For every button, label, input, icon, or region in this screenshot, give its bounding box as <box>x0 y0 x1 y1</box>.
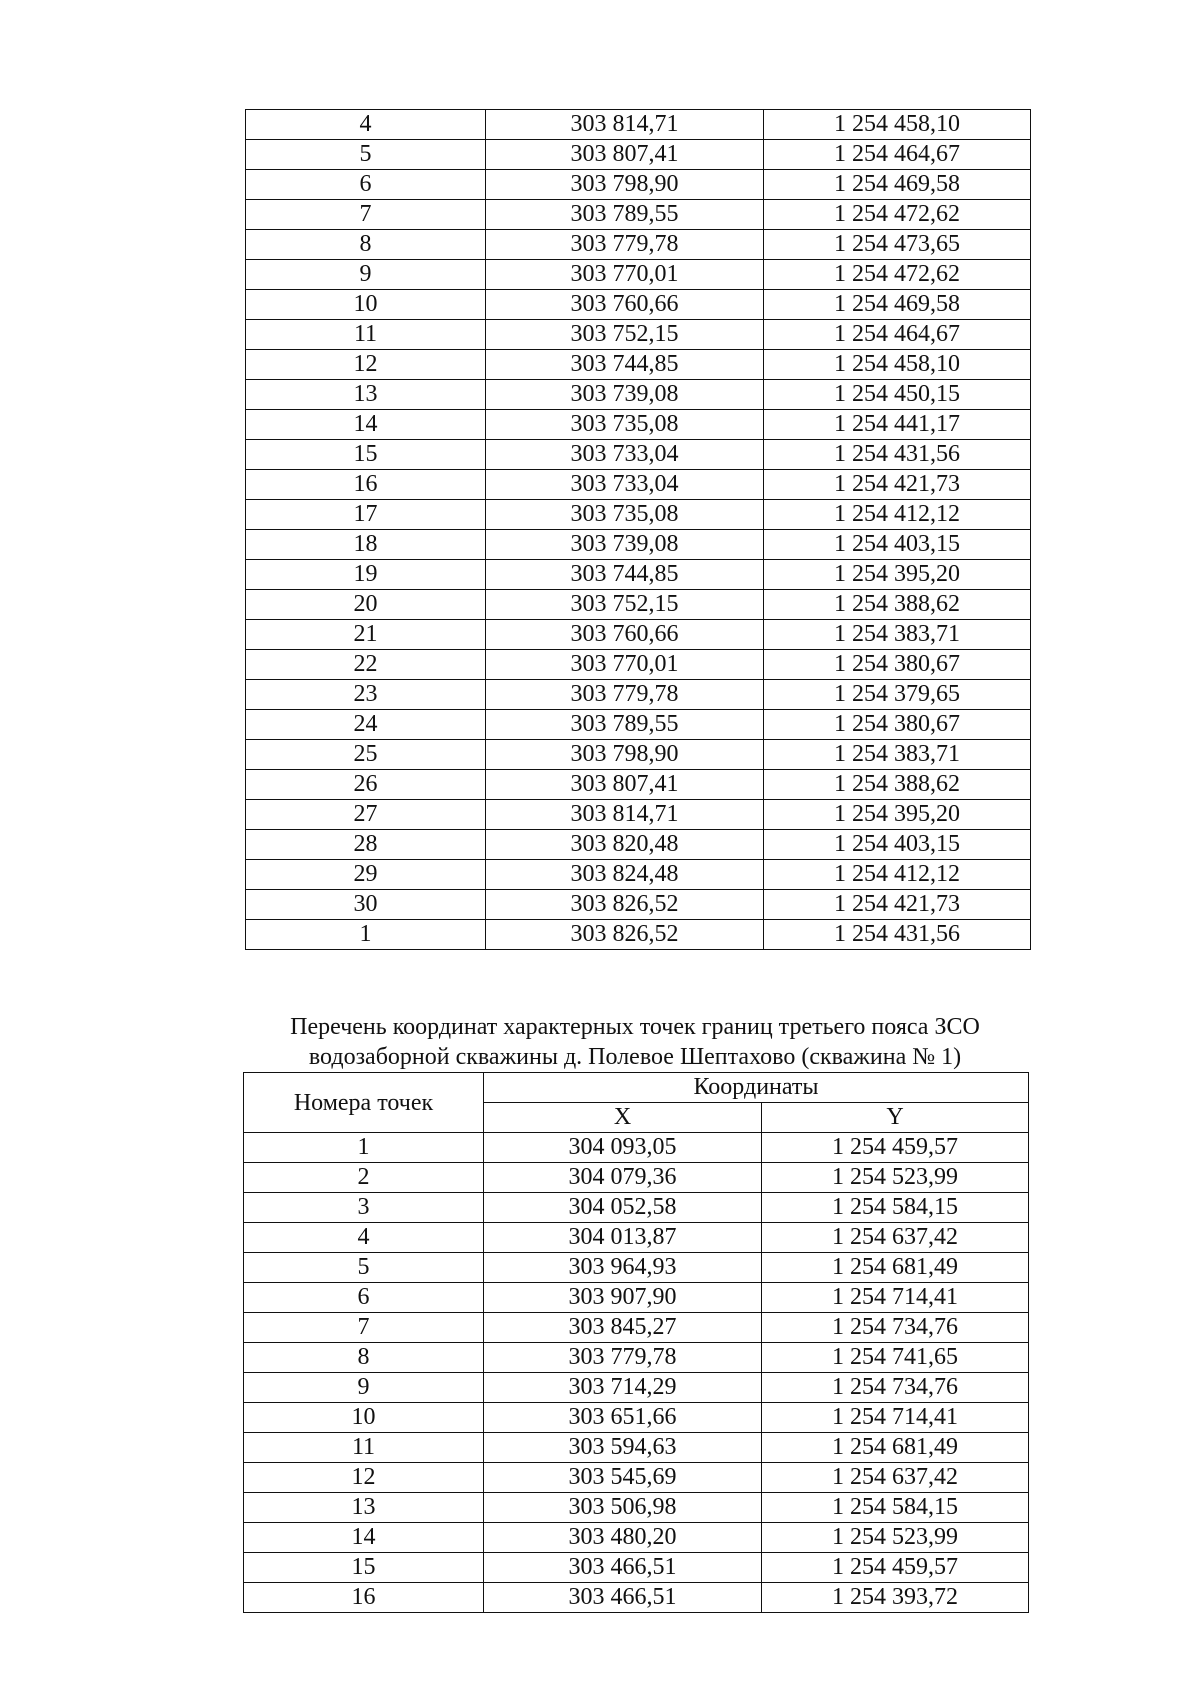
table-row <box>244 1553 1029 1583</box>
point-number-cell: 13 <box>246 380 486 410</box>
x-coordinate-cell: 303 779,78 <box>486 230 764 260</box>
point-number-cell: 8 <box>244 1343 484 1373</box>
table-row <box>246 380 1031 410</box>
x-coordinate-cell: 303 807,41 <box>486 770 764 800</box>
x-coordinate-cell: 303 744,85 <box>486 560 764 590</box>
x-coordinate-cell: 304 013,87 <box>484 1223 762 1253</box>
third-zone-coordinates-body <box>244 1133 1029 1613</box>
x-coordinate-cell: 303 814,71 <box>486 110 764 140</box>
x-coordinate-cell: 303 760,66 <box>486 290 764 320</box>
table-row <box>244 1193 1029 1223</box>
point-number-cell: 17 <box>246 500 486 530</box>
y-coordinate-cell: 1 254 388,62 <box>764 770 1031 800</box>
x-coordinate-cell: 303 744,85 <box>486 350 764 380</box>
y-coordinate-cell: 1 254 412,12 <box>764 500 1031 530</box>
table-row <box>246 470 1031 500</box>
point-number-cell: 19 <box>246 560 486 590</box>
x-coordinate-cell: 303 779,78 <box>486 680 764 710</box>
x-coordinate-cell: 303 798,90 <box>486 170 764 200</box>
header-point-numbers: Номера точек <box>244 1073 484 1133</box>
table-row <box>246 320 1031 350</box>
header-coordinates: Координаты <box>484 1073 1029 1103</box>
x-coordinate-cell: 304 093,05 <box>484 1133 762 1163</box>
x-coordinate-cell: 303 820,48 <box>486 830 764 860</box>
x-coordinate-cell: 303 826,52 <box>486 920 764 950</box>
table-row <box>246 200 1031 230</box>
x-coordinate-cell: 303 752,15 <box>486 320 764 350</box>
point-number-cell: 30 <box>246 890 486 920</box>
x-coordinate-cell: 304 079,36 <box>484 1163 762 1193</box>
point-number-cell: 10 <box>244 1403 484 1433</box>
point-number-cell: 7 <box>244 1313 484 1343</box>
x-coordinate-cell: 303 739,08 <box>486 380 764 410</box>
coordinates-table-continued-body <box>246 110 1031 950</box>
table-row <box>244 1343 1029 1373</box>
y-coordinate-cell: 1 254 458,10 <box>764 110 1031 140</box>
table-row <box>244 1493 1029 1523</box>
y-coordinate-cell: 1 254 741,65 <box>762 1343 1029 1373</box>
x-coordinate-cell: 303 964,93 <box>484 1253 762 1283</box>
third-zone-coordinates-table <box>243 1072 1029 1613</box>
y-coordinate-cell: 1 254 637,42 <box>762 1223 1029 1253</box>
table-row <box>246 770 1031 800</box>
point-number-cell: 4 <box>244 1223 484 1253</box>
table-row <box>244 1283 1029 1313</box>
x-coordinate-cell: 303 770,01 <box>486 650 764 680</box>
x-coordinate-cell: 303 770,01 <box>486 260 764 290</box>
table-row <box>244 1133 1029 1163</box>
point-number-cell: 29 <box>246 860 486 890</box>
point-number-cell: 25 <box>246 740 486 770</box>
y-coordinate-cell: 1 254 472,62 <box>764 260 1031 290</box>
y-coordinate-cell: 1 254 523,99 <box>762 1523 1029 1553</box>
point-number-cell: 27 <box>246 800 486 830</box>
y-coordinate-cell: 1 254 431,56 <box>764 440 1031 470</box>
y-coordinate-cell: 1 254 383,71 <box>764 620 1031 650</box>
x-coordinate-cell: 303 779,78 <box>484 1343 762 1373</box>
y-coordinate-cell: 1 254 459,57 <box>762 1133 1029 1163</box>
y-coordinate-cell: 1 254 584,15 <box>762 1493 1029 1523</box>
table-row <box>244 1463 1029 1493</box>
x-coordinate-cell: 303 789,55 <box>486 200 764 230</box>
y-coordinate-cell: 1 254 459,57 <box>762 1553 1029 1583</box>
y-coordinate-cell: 1 254 637,42 <box>762 1463 1029 1493</box>
point-number-cell: 14 <box>246 410 486 440</box>
point-number-cell: 1 <box>244 1133 484 1163</box>
y-coordinate-cell: 1 254 383,71 <box>764 740 1031 770</box>
table-caption <box>200 1012 1070 1072</box>
table-row <box>246 110 1031 140</box>
point-number-cell: 2 <box>244 1163 484 1193</box>
point-number-cell: 24 <box>246 710 486 740</box>
y-coordinate-cell: 1 254 523,99 <box>762 1163 1029 1193</box>
x-coordinate-cell: 303 760,66 <box>486 620 764 650</box>
table-header <box>244 1073 1029 1133</box>
y-coordinate-cell: 1 254 469,58 <box>764 290 1031 320</box>
point-number-cell: 5 <box>246 140 486 170</box>
point-number-cell: 16 <box>246 470 486 500</box>
y-coordinate-cell: 1 254 395,20 <box>764 560 1031 590</box>
point-number-cell: 10 <box>246 290 486 320</box>
point-number-cell: 21 <box>246 620 486 650</box>
point-number-cell: 6 <box>246 170 486 200</box>
table-row <box>246 800 1031 830</box>
y-coordinate-cell: 1 254 379,65 <box>764 680 1031 710</box>
point-number-cell: 9 <box>246 260 486 290</box>
point-number-cell: 28 <box>246 830 486 860</box>
table-row <box>244 1433 1029 1463</box>
point-number-cell: 3 <box>244 1193 484 1223</box>
table-row <box>244 1583 1029 1613</box>
table-row <box>244 1313 1029 1343</box>
x-coordinate-cell: 303 845,27 <box>484 1313 762 1343</box>
point-number-cell: 18 <box>246 530 486 560</box>
y-coordinate-cell: 1 254 734,76 <box>762 1373 1029 1403</box>
point-number-cell: 12 <box>246 350 486 380</box>
y-coordinate-cell: 1 254 681,49 <box>762 1253 1029 1283</box>
point-number-cell: 26 <box>246 770 486 800</box>
x-coordinate-cell: 303 798,90 <box>486 740 764 770</box>
x-coordinate-cell: 303 733,04 <box>486 470 764 500</box>
header-x: X <box>484 1103 762 1133</box>
point-number-cell: 12 <box>244 1463 484 1493</box>
table-row <box>246 890 1031 920</box>
x-coordinate-cell: 303 480,20 <box>484 1523 762 1553</box>
y-coordinate-cell: 1 254 393,72 <box>762 1583 1029 1613</box>
table-row <box>244 1253 1029 1283</box>
x-coordinate-cell: 303 752,15 <box>486 590 764 620</box>
caption-line-2: водозаборной скважины д. Полевое Шептахово (скважина № 1) <box>308 1044 962 1070</box>
point-number-cell: 23 <box>246 680 486 710</box>
y-coordinate-cell: 1 254 714,41 <box>762 1403 1029 1433</box>
point-number-cell: 11 <box>244 1433 484 1463</box>
x-coordinate-cell: 303 824,48 <box>486 860 764 890</box>
table-row <box>246 410 1031 440</box>
table-row <box>244 1523 1029 1553</box>
table-row <box>246 830 1031 860</box>
header-y: Y <box>762 1103 1029 1133</box>
table-row <box>246 140 1031 170</box>
table-row <box>246 530 1031 560</box>
table-row <box>246 650 1031 680</box>
x-coordinate-cell: 303 907,90 <box>484 1283 762 1313</box>
table-row <box>246 170 1031 200</box>
point-number-cell: 16 <box>244 1583 484 1613</box>
point-number-cell: 4 <box>246 110 486 140</box>
x-coordinate-cell: 303 506,98 <box>484 1493 762 1523</box>
y-coordinate-cell: 1 254 421,73 <box>764 470 1031 500</box>
table-row <box>246 680 1031 710</box>
point-number-cell: 20 <box>246 590 486 620</box>
point-number-cell: 5 <box>244 1253 484 1283</box>
x-coordinate-cell: 303 789,55 <box>486 710 764 740</box>
x-coordinate-cell: 303 735,08 <box>486 500 764 530</box>
table-row <box>246 590 1031 620</box>
y-coordinate-cell: 1 254 450,15 <box>764 380 1031 410</box>
point-number-cell: 6 <box>244 1283 484 1313</box>
y-coordinate-cell: 1 254 584,15 <box>762 1193 1029 1223</box>
x-coordinate-cell: 303 735,08 <box>486 410 764 440</box>
x-coordinate-cell: 303 714,29 <box>484 1373 762 1403</box>
y-coordinate-cell: 1 254 395,20 <box>764 800 1031 830</box>
table-row <box>246 920 1031 950</box>
y-coordinate-cell: 1 254 464,67 <box>764 140 1031 170</box>
table-row <box>246 290 1031 320</box>
y-coordinate-cell: 1 254 458,10 <box>764 350 1031 380</box>
point-number-cell: 1 <box>246 920 486 950</box>
x-coordinate-cell: 303 826,52 <box>486 890 764 920</box>
table-row <box>246 860 1031 890</box>
y-coordinate-cell: 1 254 421,73 <box>764 890 1031 920</box>
point-number-cell: 11 <box>246 320 486 350</box>
y-coordinate-cell: 1 254 431,56 <box>764 920 1031 950</box>
point-number-cell: 15 <box>244 1553 484 1583</box>
point-number-cell: 7 <box>246 200 486 230</box>
table-row <box>246 500 1031 530</box>
y-coordinate-cell: 1 254 388,62 <box>764 590 1031 620</box>
point-number-cell: 9 <box>244 1373 484 1403</box>
y-coordinate-cell: 1 254 734,76 <box>762 1313 1029 1343</box>
x-coordinate-cell: 304 052,58 <box>484 1193 762 1223</box>
y-coordinate-cell: 1 254 472,62 <box>764 200 1031 230</box>
x-coordinate-cell: 303 466,51 <box>484 1583 762 1613</box>
x-coordinate-cell: 303 594,63 <box>484 1433 762 1463</box>
y-coordinate-cell: 1 254 464,67 <box>764 320 1031 350</box>
table-row <box>244 1403 1029 1433</box>
y-coordinate-cell: 1 254 681,49 <box>762 1433 1029 1463</box>
x-coordinate-cell: 303 739,08 <box>486 530 764 560</box>
point-number-cell: 8 <box>246 230 486 260</box>
y-coordinate-cell: 1 254 403,15 <box>764 830 1031 860</box>
table-row <box>244 1223 1029 1253</box>
x-coordinate-cell: 303 807,41 <box>486 140 764 170</box>
y-coordinate-cell: 1 254 380,67 <box>764 710 1031 740</box>
y-coordinate-cell: 1 254 412,12 <box>764 860 1031 890</box>
x-coordinate-cell: 303 733,04 <box>486 440 764 470</box>
y-coordinate-cell: 1 254 441,17 <box>764 410 1031 440</box>
table-row <box>246 740 1031 770</box>
table-row <box>246 440 1031 470</box>
point-number-cell: 15 <box>246 440 486 470</box>
y-coordinate-cell: 1 254 380,67 <box>764 650 1031 680</box>
y-coordinate-cell: 1 254 473,65 <box>764 230 1031 260</box>
x-coordinate-cell: 303 545,69 <box>484 1463 762 1493</box>
point-number-cell: 22 <box>246 650 486 680</box>
table-row <box>246 710 1031 740</box>
x-coordinate-cell: 303 466,51 <box>484 1553 762 1583</box>
coordinates-table-continued <box>245 109 1031 950</box>
point-number-cell: 13 <box>244 1493 484 1523</box>
table-row <box>244 1373 1029 1403</box>
point-number-cell: 14 <box>244 1523 484 1553</box>
table-row <box>244 1163 1029 1193</box>
y-coordinate-cell: 1 254 714,41 <box>762 1283 1029 1313</box>
x-coordinate-cell: 303 651,66 <box>484 1403 762 1433</box>
table-row <box>246 230 1031 260</box>
y-coordinate-cell: 1 254 469,58 <box>764 170 1031 200</box>
table-row <box>246 560 1031 590</box>
table-row <box>246 620 1031 650</box>
table-row <box>246 260 1031 290</box>
x-coordinate-cell: 303 814,71 <box>486 800 764 830</box>
caption-line-1: Перечень координат характерных точек границ третьего пояса ЗСО <box>290 1014 980 1040</box>
table-row <box>246 350 1031 380</box>
y-coordinate-cell: 1 254 403,15 <box>764 530 1031 560</box>
